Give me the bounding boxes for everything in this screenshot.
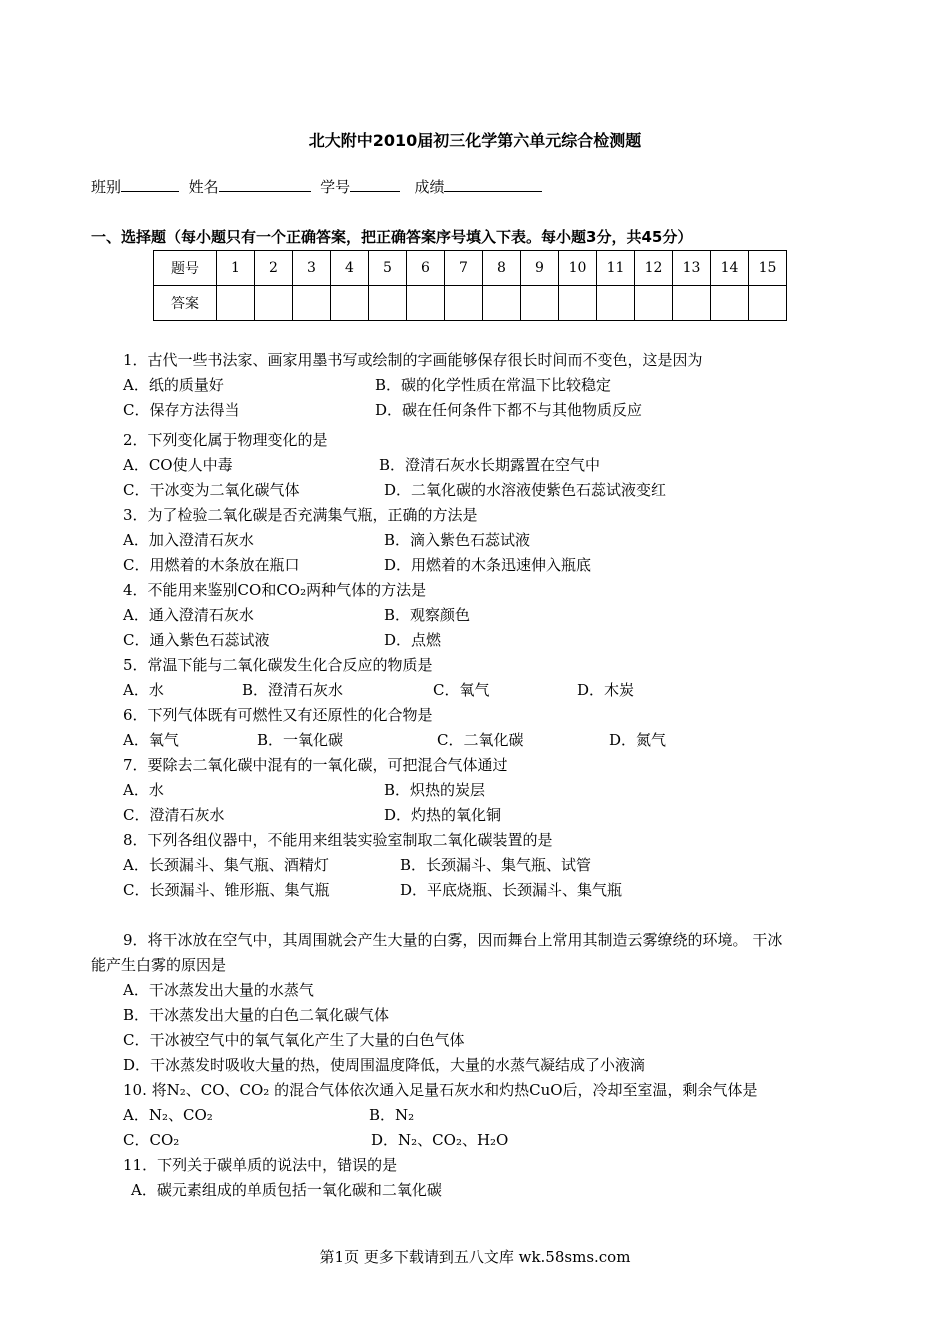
- option: B．N₂: [369, 1106, 415, 1124]
- option: A．水: [123, 681, 164, 699]
- option: D．碳在任何条件下都不与其他物质反应: [375, 401, 643, 419]
- option: A．碳元素组成的单质包括一氧化碳和二氧化碳: [131, 1181, 442, 1199]
- class-label: 班别: [91, 178, 122, 196]
- answer-cell[interactable]: [597, 286, 635, 321]
- score-label: 成绩: [414, 178, 445, 196]
- option: C．保存方法得当: [123, 401, 240, 419]
- question-stem: 5．常温下能与二氧化碳发生化合反应的物质是: [123, 656, 433, 674]
- question-number: 4: [331, 251, 369, 286]
- answer-table: [153, 250, 787, 321]
- answer-cell[interactable]: [635, 286, 673, 321]
- question-stem-continued: 能产生白雾的原因是: [91, 956, 227, 974]
- option: B．澄清石灰水长期露置在空气中: [379, 456, 601, 474]
- answer-cell[interactable]: [749, 286, 787, 321]
- option: D．干冰蒸发时吸收大量的热，使周围温度降低，大量的水蒸气凝结成了小液滴: [123, 1056, 646, 1074]
- answer-cell[interactable]: [483, 286, 521, 321]
- option: A．干冰蒸发出大量的水蒸气: [123, 981, 314, 999]
- question-number: 6: [407, 251, 445, 286]
- option: C．长颈漏斗、锥形瓶、集气瓶: [123, 881, 330, 899]
- option: A．纸的质量好: [123, 376, 224, 394]
- question-number: 2: [255, 251, 293, 286]
- option: B．炽热的炭层: [384, 781, 486, 799]
- option: A．N₂、CO₂: [123, 1106, 213, 1124]
- name-blank[interactable]: [219, 177, 311, 192]
- option: B．观察颜色: [384, 606, 471, 624]
- name-label: 姓名: [188, 178, 219, 196]
- row-header-answer: 答案: [154, 286, 217, 321]
- question-stem: 10. 将N₂、CO、CO₂ 的混合气体依次通入足量石灰水和灼热CuO后，冷却至室温，剩余气体是: [123, 1081, 758, 1099]
- option: A．长颈漏斗、集气瓶、酒精灯: [123, 856, 329, 874]
- option: D．氮气: [609, 731, 667, 749]
- number-blank[interactable]: [350, 177, 400, 192]
- option: C．澄清石灰水: [123, 806, 225, 824]
- question-number: 3: [293, 251, 331, 286]
- option: C．干冰被空气中的氧气氧化产生了大量的白色气体: [123, 1031, 465, 1049]
- page-footer: 第1页 更多下载请到五八文库 wk.58sms.com: [319, 1248, 631, 1266]
- option: C．通入紫色石蕊试液: [123, 631, 270, 649]
- option: C．氧气: [433, 681, 490, 699]
- option: C．用燃着的木条放在瓶口: [123, 556, 300, 574]
- question-stem: 7．要除去二氧化碳中混有的一氧化碳，可把混合气体通过: [123, 756, 508, 774]
- option: D．二氧化碳的水溶液使紫色石蕊试液变红: [384, 481, 667, 499]
- option: C．CO₂: [123, 1131, 180, 1149]
- question-stem: 8．下列各组仪器中，不能用来组装实验室制取二氧化碳装置的是: [123, 831, 553, 849]
- student-info-line: [91, 176, 542, 197]
- question-number: 8: [483, 251, 521, 286]
- option: A．水: [123, 781, 164, 799]
- question-stem: 4．不能用来鉴别CO和CO₂两种气体的方法是: [123, 581, 427, 599]
- question-number: 7: [445, 251, 483, 286]
- option: B．干冰蒸发出大量的白色二氧化碳气体: [123, 1006, 390, 1024]
- question-stem: 3．为了检验二氧化碳是否充满集气瓶，正确的方法是: [123, 506, 478, 524]
- question-number: 9: [521, 251, 559, 286]
- option: B．滴入紫色石蕊试液: [384, 531, 531, 549]
- question-stem: 11．下列关于碳单质的说法中，错误的是: [123, 1156, 398, 1174]
- option: D．灼热的氧化铜: [384, 806, 502, 824]
- option: A．CO使人中毒: [123, 456, 233, 474]
- option: D．木炭: [577, 681, 635, 699]
- answer-table-number-row: [154, 251, 787, 286]
- option: B．一氧化碳: [257, 731, 344, 749]
- question-number: 13: [673, 251, 711, 286]
- question-stem: 1．古代一些书法家、画家用墨书写或绘制的字画能够保存很长时间而不变色，这是因为: [123, 351, 703, 369]
- answer-cell[interactable]: [521, 286, 559, 321]
- question-number: 15: [749, 251, 787, 286]
- answer-table-answer-row: [154, 286, 787, 321]
- answer-cell[interactable]: [217, 286, 255, 321]
- option: D．点燃: [384, 631, 442, 649]
- answer-cell[interactable]: [369, 286, 407, 321]
- answer-cell[interactable]: [331, 286, 369, 321]
- question-number: 11: [597, 251, 635, 286]
- option: B．澄清石灰水: [242, 681, 344, 699]
- question-number: 12: [635, 251, 673, 286]
- option: A．氧气: [123, 731, 179, 749]
- page-title: 北大附中2010届初三化学第六单元综合检测题: [308, 131, 642, 150]
- answer-cell[interactable]: [559, 286, 597, 321]
- answer-cell[interactable]: [255, 286, 293, 321]
- question-number: 14: [711, 251, 749, 286]
- question-number: 10: [559, 251, 597, 286]
- question-number: 1: [217, 251, 255, 286]
- option: C．干冰变为二氧化碳气体: [123, 481, 300, 499]
- question-number: 5: [369, 251, 407, 286]
- answer-cell[interactable]: [293, 286, 331, 321]
- row-header-number: 题号: [154, 251, 217, 286]
- option: D．N₂、CO₂、H₂O: [371, 1131, 509, 1149]
- option: D．平底烧瓶、长颈漏斗、集气瓶: [400, 881, 623, 899]
- answer-cell[interactable]: [445, 286, 483, 321]
- option: A．加入澄清石灰水: [123, 531, 254, 549]
- section-heading: 一、选择题（每小题只有一个正确答案，把正确答案序号填入下表。每小题3分，共45分）: [91, 228, 693, 246]
- number-label: 学号: [320, 178, 351, 196]
- answer-cell[interactable]: [711, 286, 749, 321]
- question-stem: 2．下列变化属于物理变化的是: [123, 431, 328, 449]
- option: B．长颈漏斗、集气瓶、试管: [400, 856, 592, 874]
- option: C．二氧化碳: [437, 731, 524, 749]
- option: B．碳的化学性质在常温下比较稳定: [375, 376, 612, 394]
- question-stem: 6．下列气体既有可燃性又有还原性的化合物是: [123, 706, 433, 724]
- answer-cell[interactable]: [673, 286, 711, 321]
- score-blank[interactable]: [444, 177, 542, 192]
- question-stem: 9．将干冰放在空气中，其周围就会产生大量的白雾，因而舞台上常用其制造云雾缭绕的环境。 干冰: [123, 931, 783, 949]
- answer-cell[interactable]: [407, 286, 445, 321]
- option: A．通入澄清石灰水: [123, 606, 254, 624]
- option: D．用燃着的木条迅速伸入瓶底: [384, 556, 592, 574]
- class-blank[interactable]: [121, 177, 179, 192]
